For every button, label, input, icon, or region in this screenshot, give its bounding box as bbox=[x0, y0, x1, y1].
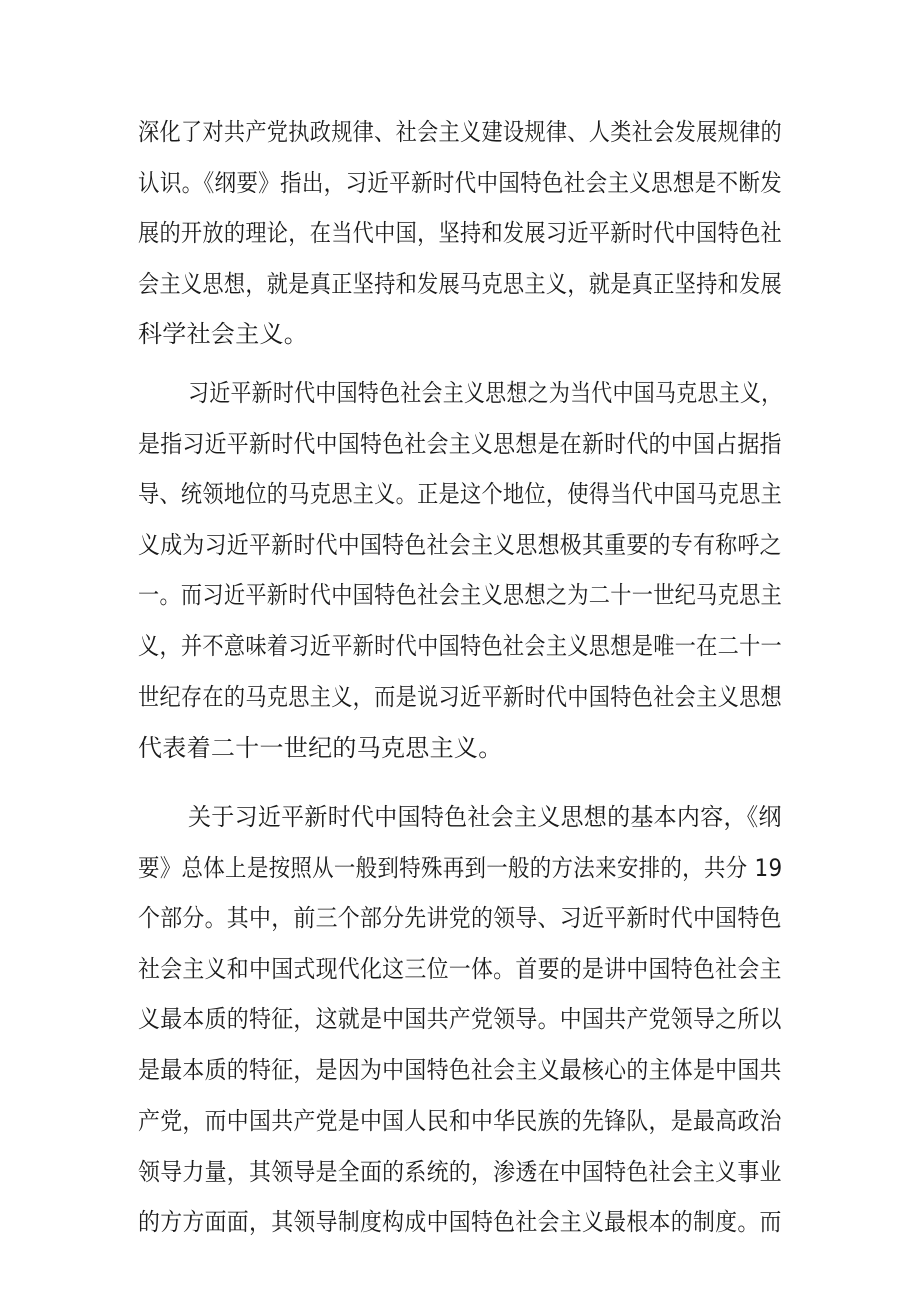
paragraph-1-line-5: 科学社会主义。 bbox=[138, 320, 309, 348]
paragraph-3-line-7: 产党，而中国共产党是中国人民和中华民族的先锋队，是最高政治 bbox=[138, 1107, 782, 1135]
paragraph-1-line-1: 深化了对共产党执政规律、社会主义建设规律、人类社会发展规律的 bbox=[138, 118, 782, 146]
paragraph-2-line-5: 一。而习近平新时代中国特色社会主义思想之为二十一世纪马克思主 bbox=[138, 581, 782, 609]
paragraph-2-line-6: 义，并不意味着习近平新时代中国特色社会主义思想是唯一在二十一 bbox=[138, 632, 782, 660]
paragraph-1-line-3: 展的开放的理论，在当代中国，坚持和发展习近平新时代中国特色社 bbox=[138, 219, 782, 247]
paragraph-1-line-2: 认识。《纲要》指出，习近平新时代中国特色社会主义思想是不断发 bbox=[138, 169, 783, 197]
paragraph-3-line-2: 要》总体上是按照从一般到特殊再到一般的方法来安排的，共分 19 bbox=[138, 854, 783, 882]
paragraph-3-line-3: 个部分。其中，前三个部分先讲党的领导、习近平新时代中国特色 bbox=[138, 904, 782, 932]
paragraph-3-line-9: 的方方面面，其领导制度构成中国特色社会主义最根本的制度。而 bbox=[138, 1208, 782, 1236]
paragraph-2-line-8: 代表着二十一世纪的马克思主义。 bbox=[138, 734, 503, 762]
paragraph-2-line-4: 义成为习近平新时代中国特色社会主义思想极其重要的专有称呼之 bbox=[138, 531, 782, 559]
paragraph-3-line-5: 义最本质的特征，这就是中国共产党领导。中国共产党领导之所以 bbox=[138, 1005, 782, 1033]
paragraph-3-line-4: 社会主义和中国式现代化这三位一体。首要的是讲中国特色社会主 bbox=[138, 955, 782, 983]
paragraph-2-line-1: 习近平新时代中国特色社会主义思想之为当代中国马克思主义， bbox=[188, 379, 783, 407]
paragraph-2-line-3: 导、统领地位的马克思主义。正是这个地位，使得当代中国马克思主 bbox=[138, 480, 782, 508]
paragraph-3-line-8: 领导力量，其领导是全面的系统的，渗透在中国特色社会主义事业 bbox=[138, 1158, 782, 1186]
paragraph-3-line-1: 关于习近平新时代中国特色社会主义思想的基本内容，《纲 bbox=[188, 803, 782, 831]
paragraph-2-line-7: 世纪存在的马克思主义，而是说习近平新时代中国特色社会主义思想 bbox=[138, 683, 782, 711]
paragraph-2-line-2: 是指习近平新时代中国特色社会主义思想是在新时代的中国占据指 bbox=[138, 430, 782, 458]
paragraph-1-line-4: 会主义思想，就是真正坚持和发展马克思主义，就是真正坚持和发展 bbox=[138, 270, 782, 298]
paragraph-3-line-6: 是最本质的特征，是因为中国特色社会主义最核心的主体是中国共 bbox=[138, 1056, 782, 1084]
